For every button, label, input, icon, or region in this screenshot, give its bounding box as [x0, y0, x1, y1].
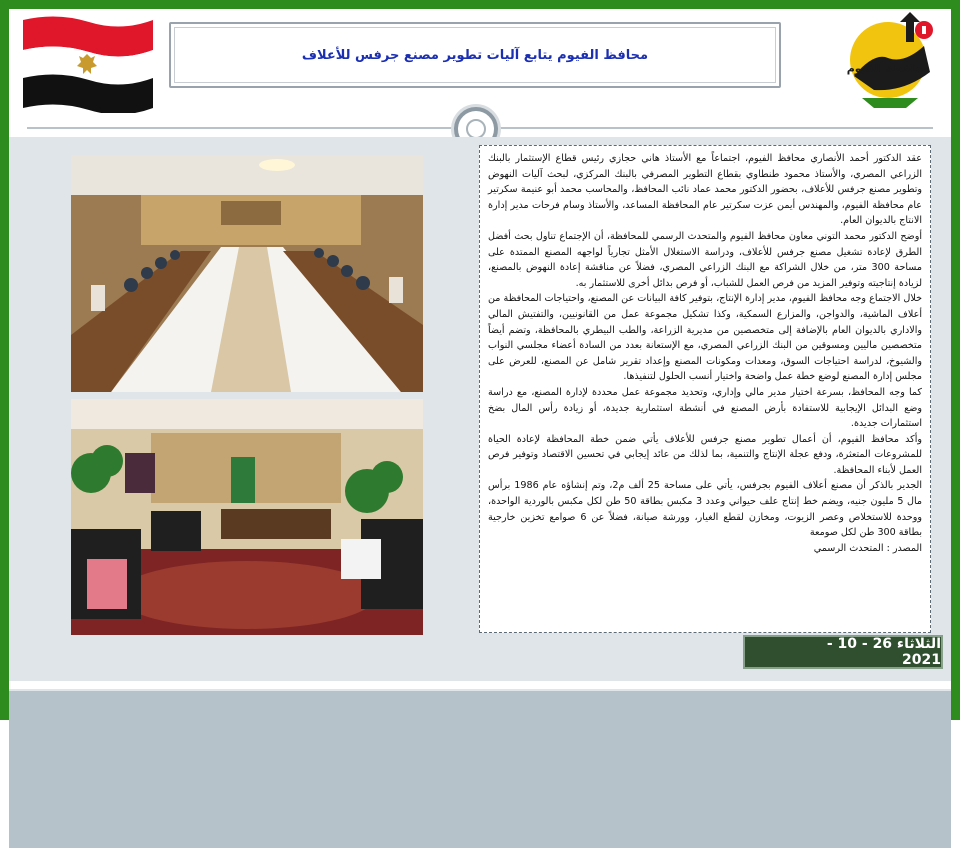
ring-inner [466, 119, 486, 139]
date-badge [743, 635, 943, 669]
page-title: محافظ الفيوم يتابع آليات تطوير مصنع جرفس للأعلاف [301, 47, 649, 63]
article-paragraph-1: عقد الدكتور أحمد الأنصاري محافظ الفيوم، اجتماعاً مع الأستاذ هاني حجازي رئيس قطاع الإستثمار بالبنك الزراعي المصري، والأستاذ محمود طنطاوي بقطاع التطوير المصرفي بالبنك المركزي، لبحث آليات النهوض وتطوير مصنع جرفس للأعلاف، بحضور الدكتور محمد عماد نائب المحافظ، والمحاسب محمد أبو عنيمة سكرتير عام محافظة الفيوم، والمهندس أيمن عزت سكرتير عام المحافظة المساعد، والأستاذ وسام فرحات مدير إدارة الانتاج بالديوان العام. [488, 153, 922, 227]
meeting-office-photo [71, 399, 423, 635]
article-paragraph-2: أوضح الدكتور محمد التوني معاون محافظ الفيوم والمتحدث الرسمي للمحافظة، أن الإجتماع تناول بحث أفضل الطرق لإعادة تشغيل مصنع جرفس للأعلاف، ودراسة الاستغلال الأمثل تجارياً لواجهه المصنع الممتدة على مساحة 300 متر، من خلال الشراكة مع البنك الزراعي المصري، فضلاً عن مناقشة إعادة النهوض بالمصنع، لزيادة إنتاجيته وتوفير المزيد من فرص العمل للشباب، أو فرص بدائل أخرى للاستثمار به. [488, 230, 923, 289]
article-paragraph-4: كما وجه المحافظ، بسرعة اختيار مدير مالي وإداري، وتحديد مجموعة عمل محددة لإدارة المصنع، مع دراسة وضع البدائل الإيجابية للاستفادة بأرض المصنع في أنشطة استثمارية جديدة، أو زيادة رأس المال بضخ استثمارات جديدة. [488, 386, 922, 430]
meeting-hall-wide-photo [71, 155, 423, 392]
logo-text: محافظة الفيوم [846, 62, 930, 75]
article-paragraph-5: وأكد محافظ الفيوم، أن أعمال تطوير مصنع جرفس للأعلاف يأتي ضمن خطة المحافظة لإعادة الحياة للمشروعات المتعثرة، ودفع عجلة الإنتاج والتنمية، بما لذلك من عائد إيجابي في تحسين الاقتصاد وتوفير فرص العمل لأبناء المحافظة. [488, 433, 922, 476]
date-text: الثلاثاء 26 - 10 - 2021 [826, 636, 941, 668]
footer-strip [9, 681, 951, 689]
article-paragraph-6: الجدير بالذكر أن مصنع أعلاف الفيوم بجرفس، يأتي على مساحة 25 ألف م2، وتم إنشاؤه عام 1986 برأس مال 5 مليون جنيه، ويضم خط إنتاج علف حيواني وعدد 3 مكبس بطاقة 50 طن لكل مكبس بالوردية الواحدة، ووحدة للاستخلاص وعصر الزيوت، ومخازن لقطع الغيار، وورشة صيانة، فضلاً عن 6 صوامع تخزين خارجية بطاقة 300 طن لكل صومعة [488, 480, 923, 539]
article-source: المصدر : المتحدث الرسمي [813, 542, 922, 554]
egypt-flag-icon [17, 12, 157, 113]
fayoum-governorate-logo [844, 12, 940, 112]
headline-box [169, 22, 781, 88]
content-area [9, 137, 951, 667]
article-paragraph-3: خلال الاجتماع وجه محافظ الفيوم، مدير إدارة الإنتاج، بتوفير كافة البيانات عن المصنع، واحتياجات المحافظة من أعلاف الماشية، والدواجن، والمزارع السمكية، وكذا تشكيل مجموعة عمل من القانونيين، والتفتيش المالي والاداري بالديوان العام بالإضافة إلى متخصصين من مديرية الزراعة، والطب البيطري بالمحافظة، وتضم أيضاً متخصصين ماليين ومسوقين من البنك الزراعي المصري، مع الإستعانة بعدد من السادة أعضاء مجلسي النواب والشيوخ، لدراسة احتياجات السوق، ومعدات ومكونات المصنع وإعداد تقرير شامل عن المصنع، للعرض على مجلس إدارة المصنع لوضع خطة عمل واضحة واختيار أنسب الحلول لتنفيذها. [488, 293, 922, 383]
footer-bar [9, 691, 951, 848]
article-text [479, 145, 931, 633]
